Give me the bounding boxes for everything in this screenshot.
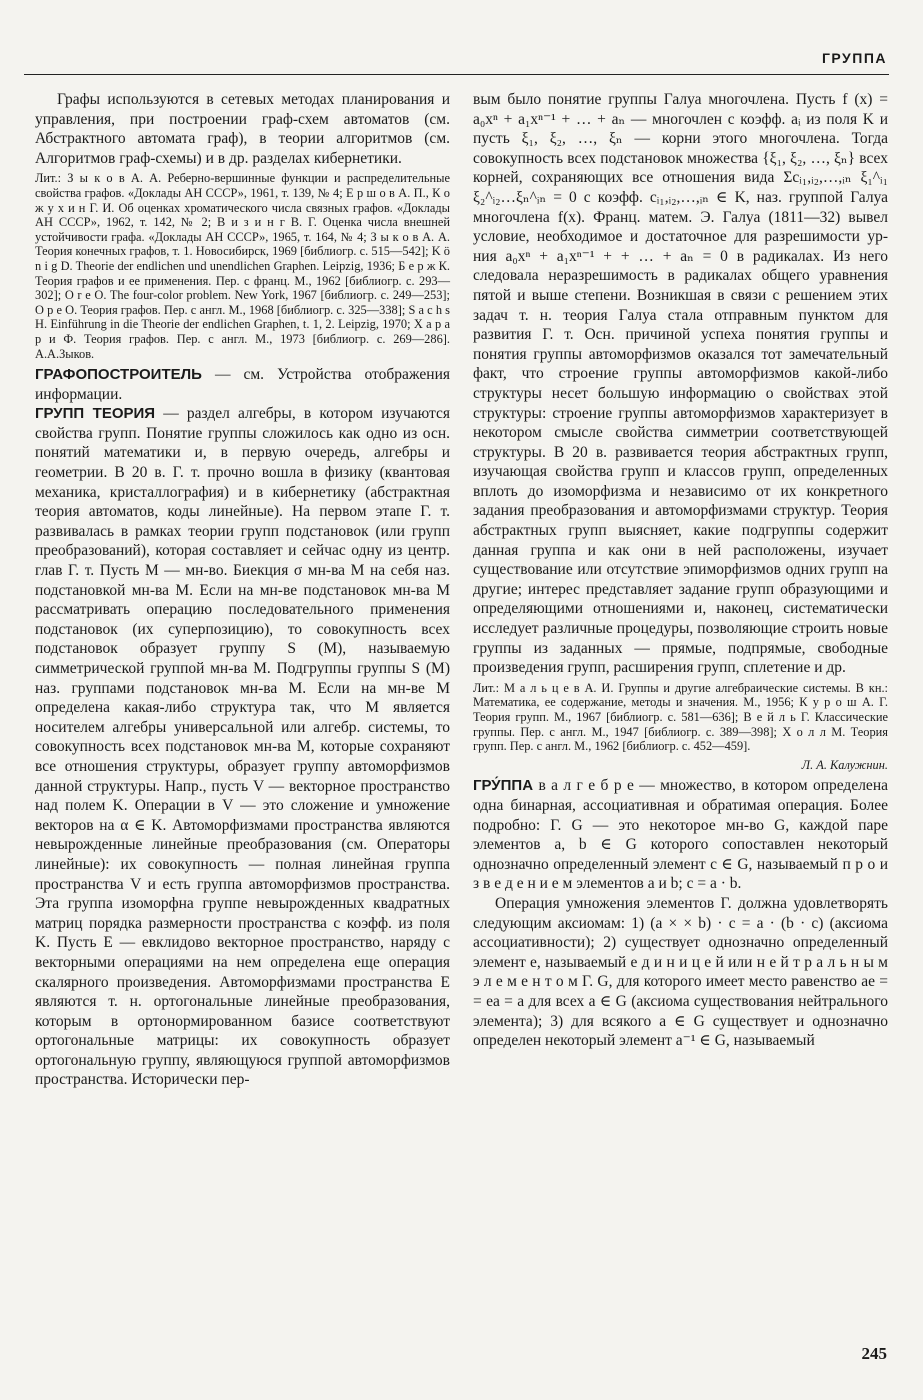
left-column [35,90,450,1090]
bibliography-graphs: Лит.: З ы к о в А. А. Реберно-вершинные функции и распределительные свойства графов. «Доклады АН СССР», 1961, т. 139, № 4; Е р ш о в А. П., К о ж у х и н Г. И. Об оценках хроматического числа связных графов. «Доклады АН СССР», 1962, т. 142, № 2; В и з и н г В. Г. Оценка числа внешней устойчивости графа. «Доклады АН СССР», 1965, т. 164, № 4; З ы к о в А. А. Теория конечных графов, т. 1. Новосибирск, 1969 [библиогр. с. 515—542]; K ö n i g D. Theorie der endlichen und unendlichen Graphen. Leipzig, 1936; Б е р ж К. Теория графов и ее применения. Пер. с франц. М., 1962 [библиогр. с. 293—302]; O r e O. The four-color problem. New York, 1967 [библиогр. с. 249—253]; О р е О. Теория графов. Пер. с англ. М., 1968 [библиогр. с. 325—338]; S a c h s H. Einführung in die Theorie der endlichen Graphen, t. 1, 2. Leipzig, 1970; Х а р а р и Ф. Теория графов. Пер. с англ. М., 1973 [библиогр. с. 269—286]. А.А.Зыков. [35,171,450,361]
bibliography-group-theory: Лит.: М а л ь ц е в А. И. Группы и другие алгебраические системы. В кн.: Математика, ее содержание, методы и значения. М., 1956; К у р о ш А. Г. Теория групп. М., 1967 [библиогр. с. 581—636]; В е й л ь Г. Классические группы. Пер. с англ. М., 1947 [библиогр. с. 389—398]; Х о л л М. Теория групп. Пер. с англ. М., 1962 [библиогр. с. 452—459]. [473,680,888,754]
right-column [473,90,888,1051]
entry-group-theory-text: — раздел алгебры, в котором изучаются свойства групп. Понятие группы сложилось как одно из осн. понятий математики и, в первую очередь, алгебры и геометрии. В 20 в. Г. т. прочно вошла в физику (квантовая механика, кристаллография) и в кибернетику (абстрактная теория автоматов, коды линейные). На первом этапе Г. т. развивалась в рамках теории групп подстановок (или групп преобразований), которая составляет и сейчас одну из центр. глав Г. т. Пусть M — мн-во. Биекция σ мн-ва M на себя наз. подстановкой мн-ва M. Если на мн-ве подстановок мн-ва M рассматривать операцию последовательного применения подстановок (их суперпозицию), то совокупность всех подстановок образует группу S (M), называемую симметрической группой мн-ва M. Подгруппы группы S (M) наз. группами подстановок мн-ва M. Если на мн-ве M определена какая-либо структура так, что M является носителем алгебры универсальной или алгебр. системы, то совокупность всех подстановок мн-ва M, которые сохраняют все отношения структуры, образует группу автоморфизмов данной структуры. Напр., пусть V — векторное пространство над полем K. Операции в V — это сложение и умножение векторов на α ∈ K. Автоморфизмами пространства являются невырожденные линейные преобразования (см. Операторы линейные): их совокупность — полная линейная группа пространства V и есть группа автоморфизмов пространства. Эта группа изоморфна группе невырожденных квадратных матриц порядка размерности пространства с коэфф. из поля K. Пусть E — евклидово векторное пространство, наряду с векторными операциями на нем определена еще операция скалярного произведения. Автоморфизмами пространства E являются т. н. ортогональные линейные преобразования, которым в ортонормированном базисе соответствуют ортогональные матрицы: их совокупность образует ортогональную группу, являющуюся группой автоморфизмов пространства. Исторически пер- [35,405,450,1089]
paragraph-galois: вым было понятие группы Галуа многочлена. Пусть f (x) = a₀xⁿ + a₁xⁿ⁻¹ + … + aₙ — многочлен с коэфф. aᵢ из поля K и пусть ξ₁, ξ₂, …, ξₙ — корни этого многочлена. Тогда совокупность всех подстановок множества {ξ₁, ξ₂, …, ξₙ} всех корней, сохраняющих все отношения вида Σcᵢ₁,ᵢ₂,…,ᵢₙ ξ₁^ᵢ₁ ξ₂^ᵢ₂…ξₙ^ᵢₙ = 0 с коэфф. cᵢ₁,ᵢ₂,…,ᵢₙ ∈ K, наз. группой Галуа многочлена f(x). Франц. матем. Э. Галуа (1811—32) вывел условие, необходимое и достаточное для разрешимости ур-ния a₀xⁿ + a₁xⁿ⁻¹ + + … + aₙ = 0 в радикалах. Из него следовала неразрешимость в радикалах общего уравнения пятой и выше степени. Возникшая в связи с решением этих задач т. н. теория Галуа стала отправным пунктом для развития Г. т. Осн. причиной успеха понятия группы и понятия группы автоморфизмов оказался тот замечательный факт, что строение группы автоморфизмов какой-либо структуры несет большую информацию о свойствах этой структуры: строение группы автоморфизмов характеризует в некотором смысле свойства симметрии соответствующей структуры. В 20 в. развивается теория абстрактных групп, изучающая свойства групп и классов групп, определенных вплоть до изоморфизма и независимо от их конкретного задания преобразования и автоморфизмами структур. Теория абстрактных групп выясняет, какие подгруппы содержит данная группа и как они в ней расположены, изучает существование или отсутствие эпиморфизмов одних групп на другие; интерес представляет задание групп образующими и определяющими отношениями и, наконец, систематически исследует различные процедуры, позволяющие строить новые группы из заданных — прямые, подпрямые, свободные произведения групп, расширения групп, сплетение и др. [473,91,888,677]
entry-group-theory [35,404,450,1090]
entry-grafopostroitel-text: — см. Устройства отображения информации. [35,366,450,403]
running-header: ГРУППА [821,50,887,66]
headword-grafopostroitel: ГРАФОПОСТРОИТЕЛЬ [35,366,202,384]
page-number: 245 [861,1344,887,1363]
paragraph-axioms: Операция умножения элементов Г. должна удовлетворять следующим аксиомам: 1) (a × × b) · c = a · (b · c) (аксиома ассоциативности); 2) существует однозначно определенный элемент e, называемый е д и н и ц е й или н е й т р а л ь н ы м э л е м е н т о м Г. G, для которого имеет место равенство ae = = ea = a для всех a ∈ G (аксиома существования нейтрального элемента); 3) для всякого a ∈ G существует и однозначно определен некоторый элемент a⁻¹ ∈ G, называемый [473,894,888,1050]
headword-group-theory: ГРУПП ТЕОРИЯ [35,405,156,423]
paragraph-graph-uses: Графы используются в сетевых методах планирования и управления, при построении граф-схем автоматов (см. Абстрактного автомата граф), в теории алгоритмов (см. Алгоритмов граф-схемы) и в др. разделах кибернетики. [35,91,450,167]
entry-group [473,776,888,894]
entry-grafopostroitel [35,365,450,404]
author-signature: Л. А. Калужнин. [801,757,888,772]
entry-group-text: в а л г е б р е — множество, в котором определена одна бинарная, ассоциативная и обратимая операция. Более подробно: Г. G — это некоторое мн-во G, каждой паре элементов a, b ∈ G которого сопоставлен некоторый однозначно определенный элемент c ∈ G, называемый п р о и з в е д е н и е м элементов a и b; c = a · b. [473,777,888,893]
headword-group: ГРУ́ППА [473,777,534,795]
header-rule [24,74,889,75]
